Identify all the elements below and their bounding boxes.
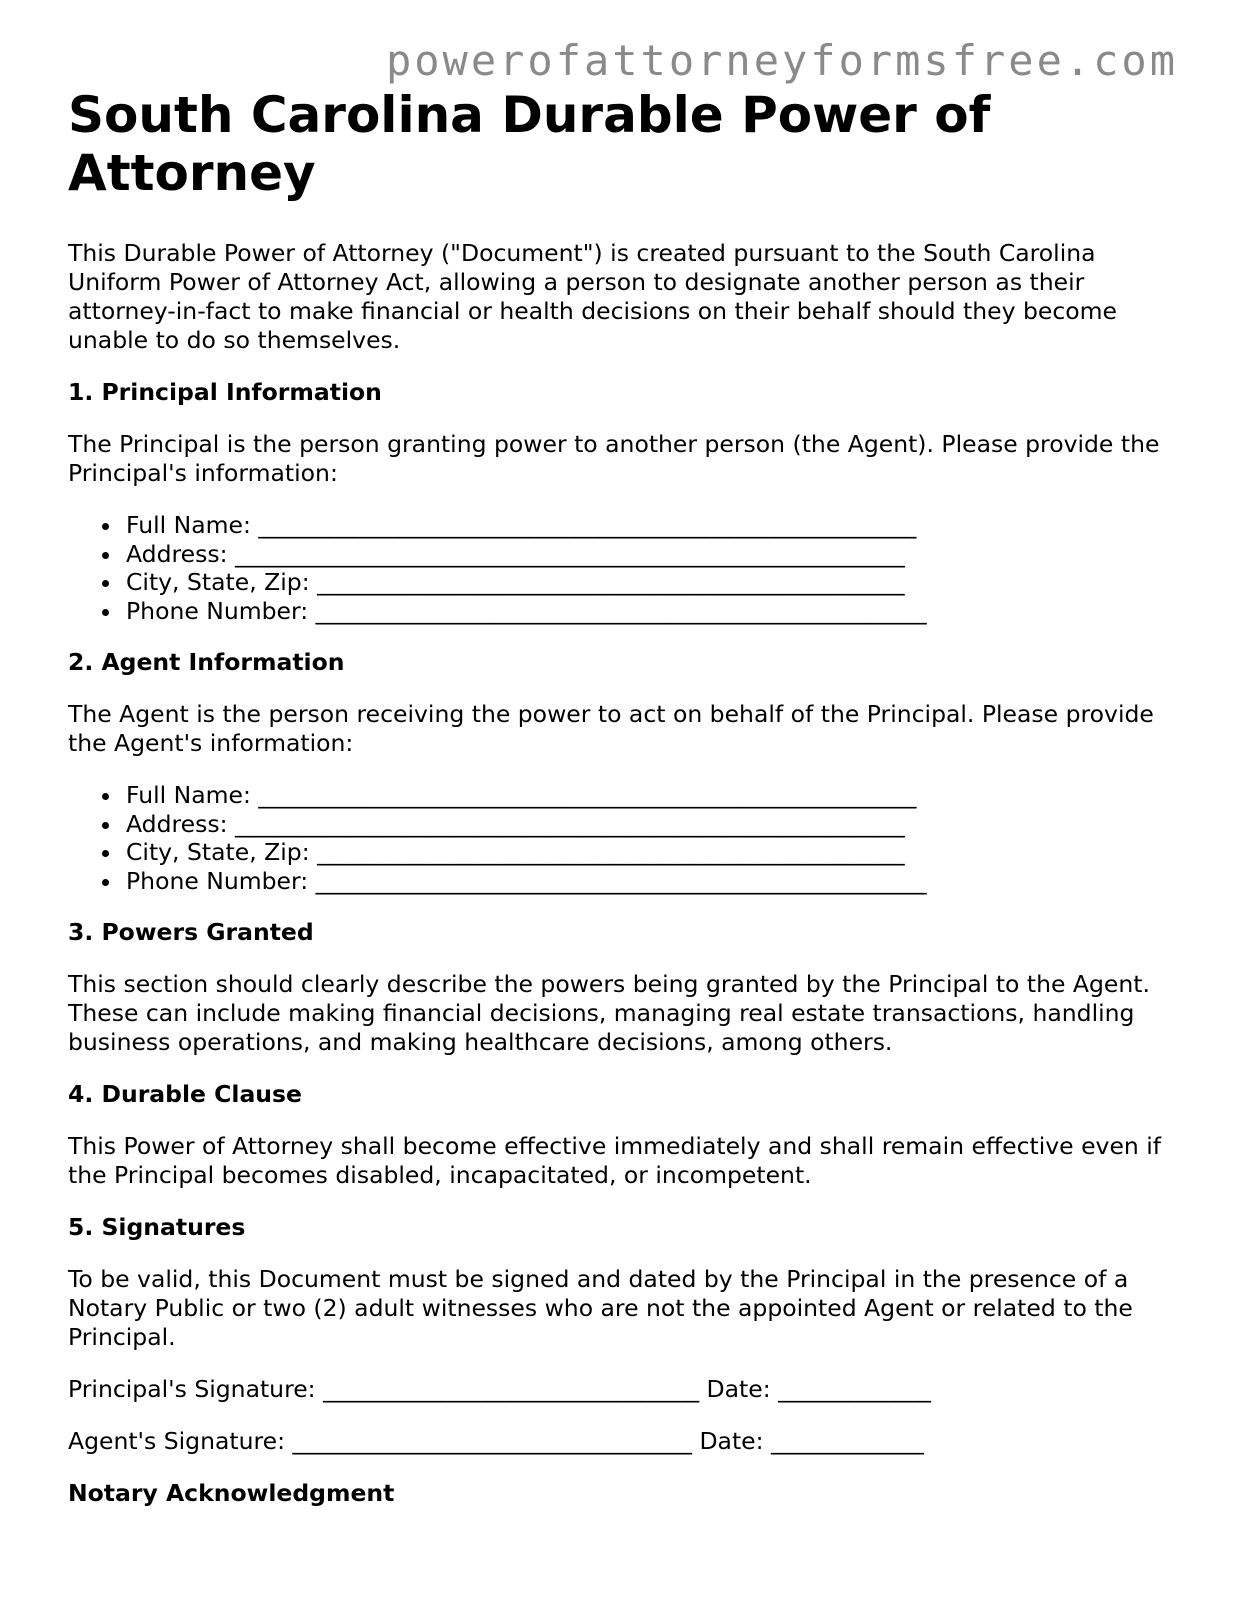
agent-heading: 2. Agent Information: [68, 648, 345, 676]
principal-city-state-zip-field: City, State, Zip: __________________________________________________: [68, 568, 1178, 597]
durable-heading: 4. Durable Clause: [68, 1080, 302, 1108]
agent-fields: [68, 781, 1178, 895]
agent-address-field: Address: _________________________________________________________: [68, 810, 1178, 839]
document-title: South Carolina Durable Power of Attorney: [68, 86, 991, 202]
principal-phone-field: Phone Number: ____________________________________________________: [68, 597, 1178, 626]
agent-phone-field: Phone Number: ____________________________________________________: [68, 867, 1178, 896]
document-page: [68, 86, 1178, 1531]
principal-full-name-field: Full Name: ________________________________________________________: [68, 511, 1178, 540]
intro-paragraph: This Durable Power of Attorney ("Document") is created pursuant to the South Carolina Uniform Power of Attorney Act, allowing a person to designate another person as their attorney-in-fact to make financial or health decisions on their behalf should they become unable to do so themselves.: [68, 239, 1118, 354]
principal-fields: [68, 511, 1178, 625]
notary-heading: Notary Acknowledgment: [68, 1479, 395, 1507]
agent-text: The Agent is the person receiving the power to act on behalf of the Principal. Please provide the Agent's information:: [68, 700, 1154, 757]
signatures-text: To be valid, this Document must be signed and dated by the Principal in the presence of a Notary Public or two (2) adult witnesses who are not the appointed Agent or related to the Principal.: [68, 1265, 1133, 1351]
durable-text: This Power of Attorney shall become effective immediately and shall remain effective even if the Principal becomes disabled, incapacitated, or incompetent.: [68, 1132, 1162, 1189]
principal-address-field: Address: _________________________________________________________: [68, 540, 1178, 569]
agent-signature-line: Agent's Signature: __________________________________ Date: _____________: [68, 1427, 924, 1455]
agent-full-name-field: Full Name: ________________________________________________________: [68, 781, 1178, 810]
signatures-heading: 5. Signatures: [68, 1213, 246, 1241]
watermark: powerofattorneyformsfree.com: [385, 36, 1178, 85]
principal-signature-line: Principal's Signature: ________________________________ Date: _____________: [68, 1375, 931, 1403]
principal-text: The Principal is the person granting power to another person (the Agent). Please provide the Principal's information:: [68, 430, 1160, 487]
powers-text: This section should clearly describe the powers being granted by the Principal to the Agent. These can include making financial decisions, managing real estate transactions, handling business operations, and making healthcare decisions, among others.: [68, 970, 1150, 1056]
powers-heading: 3. Powers Granted: [68, 918, 314, 946]
agent-city-state-zip-field: City, State, Zip: __________________________________________________: [68, 838, 1178, 867]
principal-heading: 1. Principal Information: [68, 378, 382, 406]
